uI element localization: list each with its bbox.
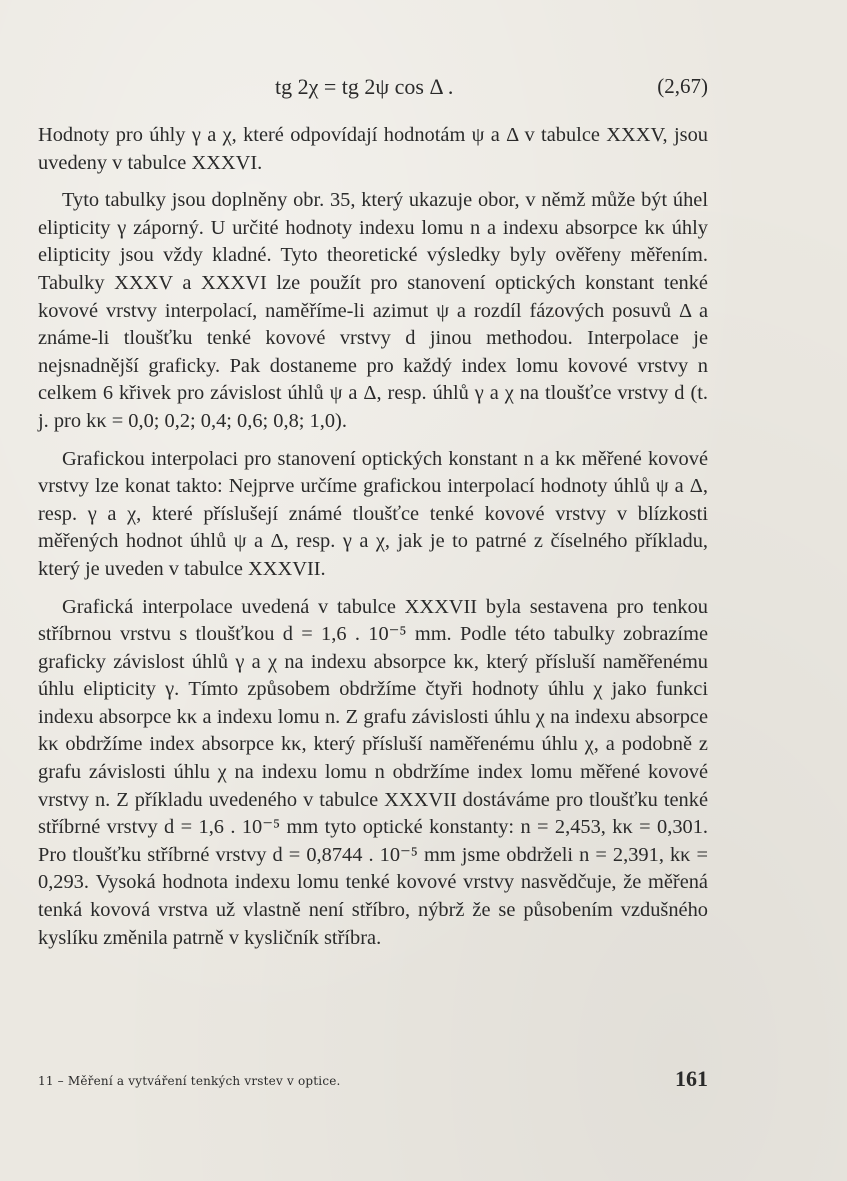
paragraph-1: Hodnoty pro úhly γ a χ, které odpovídají hodnotám ψ a Δ v tabulce XXXV, jsou uvedeny v tabulce XXXVI.	[38, 124, 708, 174]
running-footer-title: 11 – Měření a vytváření tenkých vrstev v optice.	[38, 1074, 341, 1088]
page-footer	[38, 1066, 708, 1094]
paragraph-4: Grafická interpolace uvedená v tabulce XXXVII byla sestavena pro tenkou stříbrnou vrstvu s tloušťkou d = 1,6 . 10⁻⁵ mm. Podle této tabulky zobrazíme graficky závislost úhlů γ a χ na indexu absorpce kκ, který přísluší naměřenému úhlu elipticity γ. Tímto způsobem obdržíme čtyři hodnoty úhlu χ jako funkci indexu absorpce kκ a indexu lomu n. Z grafu závislosti úhlu χ na indexu absorpce kκ obdržíme index absorpce kκ, který přísluší naměřenému úhlu χ, a podobně z grafu závislosti úhlu χ na indexu lomu n obdržíme index lomu měřené kovové vrstvy n. Z příkladu uvedeného v tabulce XXXVII dostáváme pro tloušťku tenké stříbrné vrstvy d = 1,6 . 10⁻⁵ mm tyto optické konstanty: n = 2,453, kκ = 0,301. Pro tloušťku stříbrné vrstvy d = 0,8744 . 10⁻⁵ mm jsme obdrželi n = 2,391, kκ = 0,293. Vysoká hodnota indexu lomu tenké kovové vrstvy nasvědčuje, že měřená tenká kovová vrstva už vlastně není stříbro, nýbrž že se působením vzdušného kyslíku změnila patrně v kysličník stříbra.	[38, 595, 708, 949]
equation-number: (2,67)	[657, 74, 708, 98]
equation-line	[38, 74, 708, 104]
page-number: 161	[675, 1066, 708, 1091]
paragraph-2: Tyto tabulky jsou doplněny obr. 35, který ukazuje obor, v němž může být úhel elipticity γ záporný. U určité hodnoty indexu lomu n a indexu absorpce kκ úhly elipticity jsou vždy kladné. Tyto theoretické výsledky byly ověřeny měřením. Tabulky XXXV a XXXVI lze použít pro stanovení optických konstant tenké kovové vrstvy interpolací, naměříme-li azimut ψ a rozdíl fázových posuvů Δ a známe-li tloušťku tenké kovové vrstvy d jinou methodou. Interpolace je nejsnadnější graficky. Pak dostaneme pro každý index lomu kovové vrstvy n celkem 6 křivek pro závislost úhlů ψ a Δ, resp. úhlů γ a χ na tloušťce vrstvy d (t. j. pro kκ = 0,0; 0,2; 0,4; 0,6; 0,8; 1,0).	[38, 189, 708, 432]
equation-formula: tg 2χ = tg 2ψ cos Δ .	[275, 74, 454, 99]
paragraph-3: Grafickou interpolaci pro stanovení optických konstant n a kκ měřené kovové vrstvy lze konat takto: Nejprve určíme grafickou interpolací hodnoty úhlů ψ a Δ, resp. γ a χ, které příslušejí známé tloušťce tenké kovové vrstvy v blízkosti měřených hodnot úhlů ψ a Δ, resp. γ a χ, jak je to patrné z číselného příkladu, který je uveden v tabulce XXXVII.	[38, 447, 708, 580]
body-text	[38, 122, 708, 952]
